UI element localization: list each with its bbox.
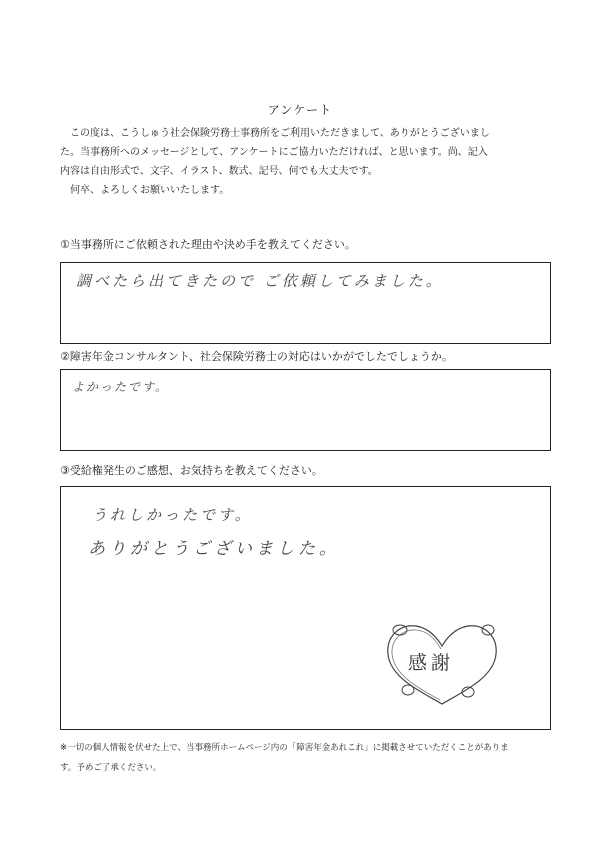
question-3-label: ③受給権発生のご感想、お気持ちを教えてください。 <box>60 464 323 477</box>
intro-line: た。当事務所へのメッセージとして、アンケートにご協力いただければ、と思います。尚、記入 <box>60 147 488 158</box>
footer-line: ※一切の個人情報を伏せた上で、当事務所ホームページ内の「障害年金あれこれ」に掲載させていただくことがありま <box>60 743 509 753</box>
question-2-label: ②障害年金コンサルタント、社会保険労務士の対応はいかがでしたでしょうか。 <box>60 350 453 363</box>
answer-3-handwriting-line: ありがとうございました。 <box>88 539 340 559</box>
question-1-label: ①当事務所にご依頼された理由や決め手を教えてください。 <box>60 238 356 251</box>
footer-note <box>60 738 555 778</box>
intro-line: 内容は自由形式で、文字、イラスト、数式、記号、何でも大丈夫です。 <box>60 166 378 177</box>
footer-line: す。予めご了承ください。 <box>60 763 162 773</box>
page-title: アンケート <box>267 103 333 117</box>
heart-doodle-text: 感謝 <box>408 652 455 674</box>
answer-3-handwriting-line: うれしかったです。 <box>92 506 253 524</box>
answer-1-handwriting: 調べたら出てきたので ご依頼してみました。 <box>76 272 444 290</box>
intro-line: 何卒、よろしくお願いいたします。 <box>70 185 230 196</box>
intro-line: この度は、こうしゅう社会保険労務士事務所をご利用いただきまして、ありがとうございまし <box>70 128 490 139</box>
answer-2-handwriting: よかったです。 <box>72 380 170 394</box>
intro-text <box>60 124 550 200</box>
